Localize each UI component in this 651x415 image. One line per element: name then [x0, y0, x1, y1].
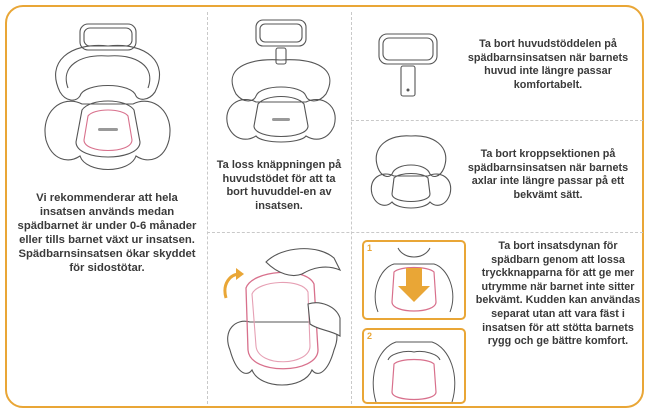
step-1-box: [362, 240, 466, 320]
head-part-illustration: [373, 30, 443, 102]
left-panel-text: Vi rekommenderar att hela insatsen används medan spädbarnet är under 0-6 månader eller tills barnet växt ur insatsen. Spädbarnsinsatsen ökar skyddet för sidostötar.: [17, 192, 197, 274]
divider-left: [207, 12, 208, 404]
right-top-text: Ta bort huvudstöddelen på spädbarnsinsatsen när barnets huvud inte längre passar komfortabelt.: [467, 38, 629, 91]
middle-top-text: Ta loss knäppningen på huvudstödet för att ta bort huvuddel-en av insatsen.: [216, 159, 342, 212]
step-2-illustration: [364, 330, 464, 402]
step-1-illustration: [364, 242, 464, 318]
body-section-illustration: [368, 128, 454, 212]
step-2-box: [362, 328, 466, 404]
right-bottom-text: Ta bort insatsdynan för spädbarn genom att lossa tryckknapparna för att ge mer utrymme när barnet inte sitter bekvämt. Kudden kan användas separat utan att vara fäst i insatsen för att stötta barnets rygg och ge bättre komfort.: [475, 240, 641, 348]
down-arrow-icon: [398, 268, 430, 302]
infant-insert-illustration: [40, 22, 175, 182]
right-middle-text: Ta bort kroppsektionen på spädbarnsinsatsen när barnets axlar inte längre passar på ett bekvämt sätt.: [467, 148, 629, 201]
head-support-illustration: [222, 18, 340, 143]
divider-right-top: [351, 120, 643, 121]
step-2-label: 2: [367, 331, 373, 341]
hands-removing-cushion-illustration: [222, 240, 342, 400]
step-1-label: 1: [367, 243, 373, 253]
divider-right: [351, 12, 352, 404]
divider-middle-horizontal: [207, 232, 643, 233]
